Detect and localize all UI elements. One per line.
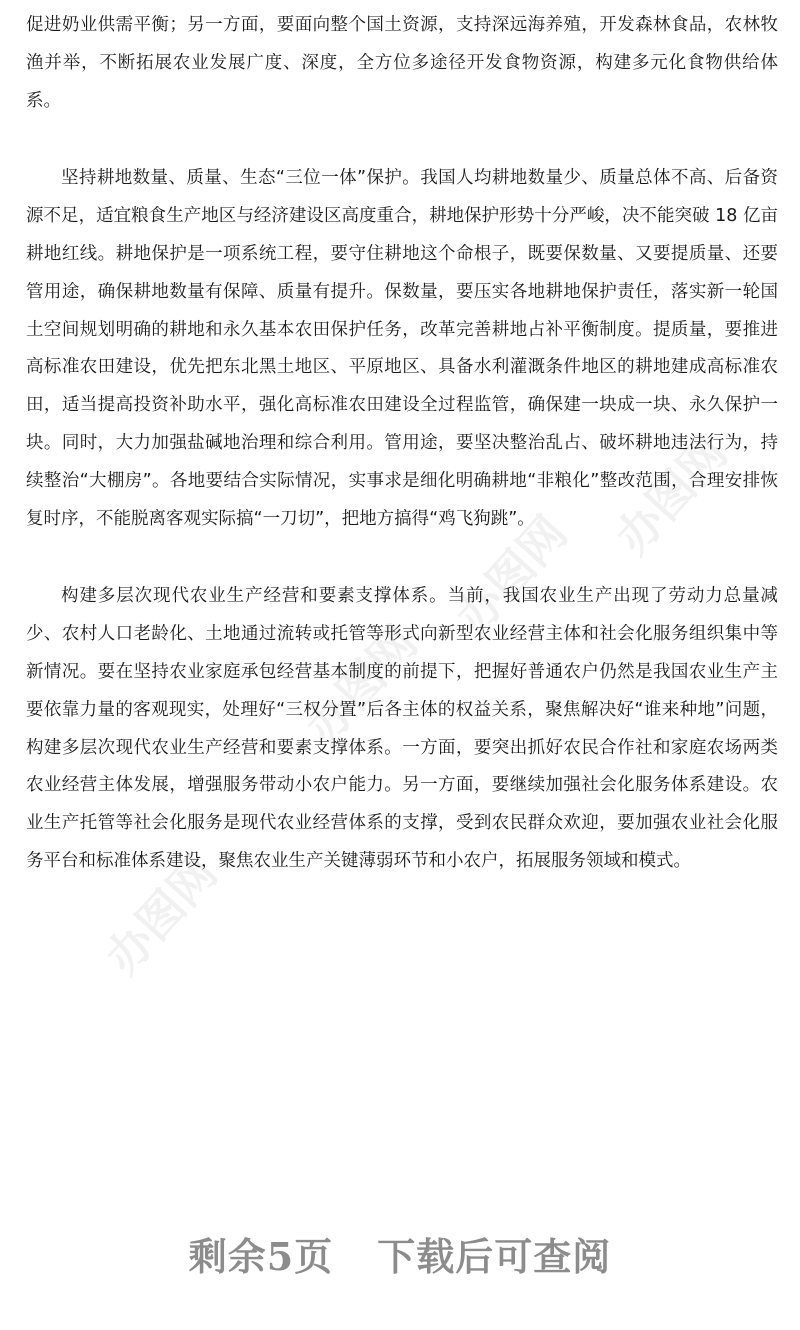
download-to-view-label: 下载后可查阅 [377,1234,612,1279]
watermark: 办图网 [94,845,228,985]
paragraph-continued: 促进奶业供需平衡；另一方面，要面向整个国土资源，支持深远海养殖，开发森林食品，农林牧渔并举，不断拓展农业发展广度、深度，全方位多途径开发食物资源，构建多元化食物供给体系。 [26,15,778,111]
watermark: 办图网 [294,615,428,755]
paragraph-agricultural-system: 构建多层次现代农业生产经营和要素支撑体系。当前，我国农业生产出现了劳动力总量减少、农村人口老龄化、土地通过流转或托管等形式向新型农业经营主体和社会化服务组织集中等新情况。要在坚持农业家庭承包经营基本制度的前提下，把握好普通农户仍然是我国农业生产主要依靠力量的客观现实，处理好“三权分置”后各主体的权益关系，聚焦解决好“谁来种地”问题，构建多层次现代农业生产经营和要素支撑体系。一方面，要突出抓好农民合作社和家庭农场两类农业经营主体发展，增强服务带动小农户能力。另一方面，要继续加强社会化服务体系建设。农业生产托管等社会化服务是现代农业经营体系的支撑，受到农民群众欢迎，要加强农业社会化服务平台和标准体系建设，聚焦农业生产关键薄弱环节和小农户，拓展服务领域和模式。 [26,586,778,871]
watermark: 办图网 [444,505,578,645]
paragraph-farmland-protection: 坚持耕地数量、质量、生态“三位一体”保护。我国人均耕地数量少、质量总体不高、后备资源不足，适宜粮食生产地区与经济建设区高度重合，耕地保护形势十分严峻，决不能突破 18 亿亩耕地红线。耕地保护是一项系统工程，要守住耕地这个命根子，既要保数量、又要提质量、还要管用途，确保耕地数量有保障、质量有提升。保数量，要压实各地耕地保护责任，落实新一轮国土空间规划明确的耕地和永久基本农田保护任务，改革完善耕地占补平衡制度。提质量，要推进高标准农田建设，优先把东北黑土地区、平原地区、具备水利灌溉条件地区的耕地建成高标准农田，适当提高投资补助水平，强化高标准农田建设全过程监管，确保建一块成一块、永久保护一块。同时，大力加强盐碱地治理和综合利用。管用途，要坚决整治乱占、破坏耕地违法行为，持续整治“大棚房”。各地要结合实际情况，实事求是细化明确耕地“非粮化”整改范围，合理安排恢复时序，不能脱离客观实际搞“一刀切”，把地方搞得“鸡飞狗跳”。 [26,168,778,529]
remaining-pages-label: 剩余5页 [188,1234,334,1279]
watermark: 办图网 [604,425,738,565]
download-notice[interactable] [0,1226,800,1281]
document-body [26,7,778,881]
